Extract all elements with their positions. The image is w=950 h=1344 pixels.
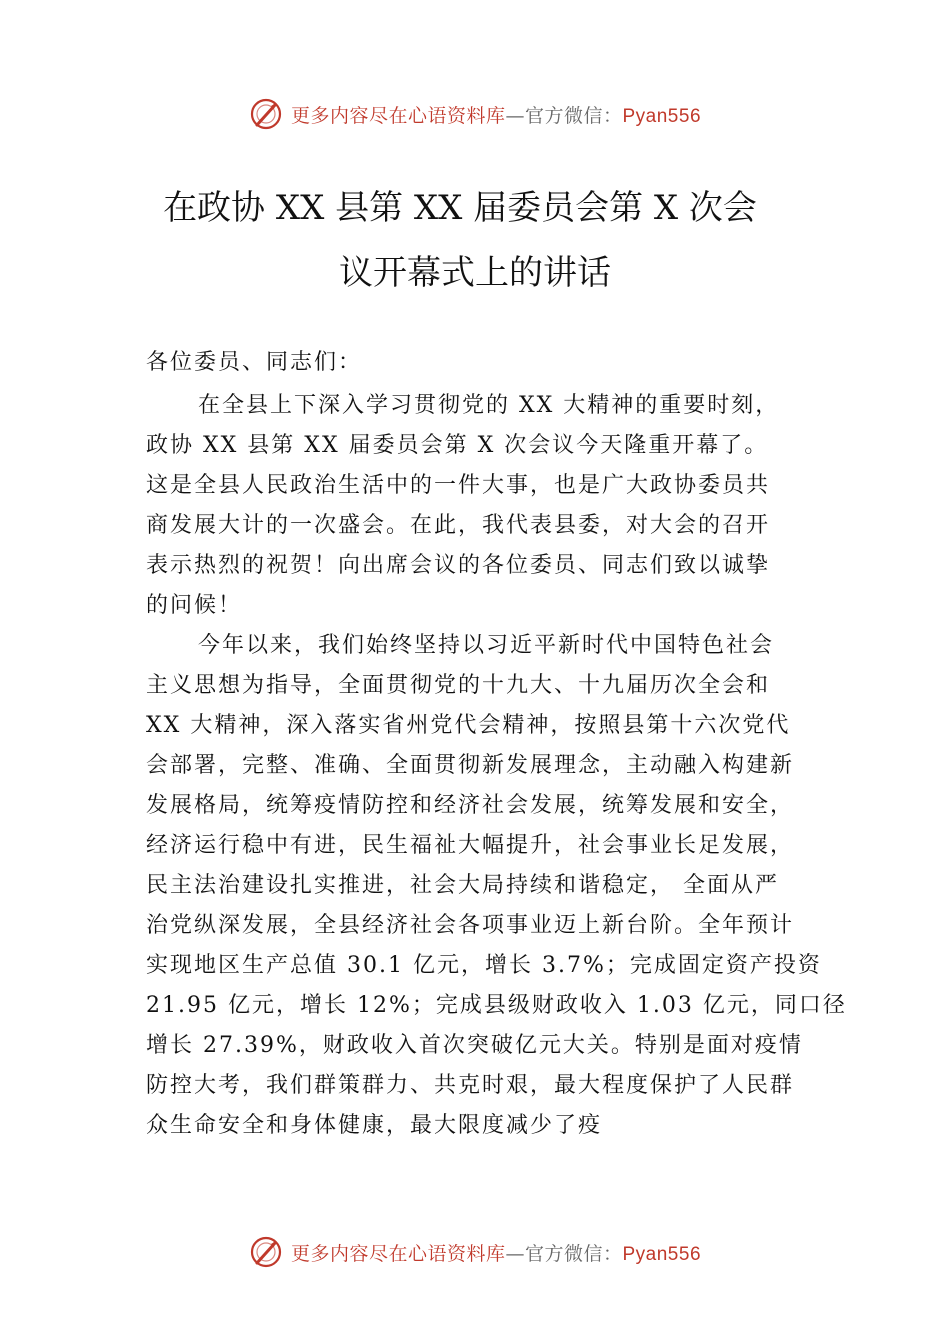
footer-banner bbox=[0, 1230, 950, 1274]
brush-logo-icon bbox=[249, 1235, 283, 1269]
paragraph-2-line: XX 大精神，深入落实省州党代会精神，按照县第十六次党代 bbox=[146, 713, 791, 738]
paragraph-2-line: 防控大考，我们群策群力、共克时艰，最大程度保护了人民群 bbox=[146, 1073, 795, 1098]
banner-text: 更多内容尽在心语资料库—官方微信：Pyan556 bbox=[290, 1242, 702, 1265]
document-title-line-1: 在政协 XX 县第 XX 届委员会第 X 次会 bbox=[163, 188, 757, 228]
paragraph-1-line: 商发展大计的一次盛会。在此，我代表县委，对大会的召开 bbox=[146, 513, 771, 538]
salutation: 各位委员、同志们： bbox=[146, 350, 363, 375]
paragraph-2-line: 增长 27.39%，财政收入首次突破亿元大关。特别是面对疫情 bbox=[146, 1033, 803, 1058]
paragraph-1-line: 在全县上下深入学习贯彻党的 XX 大精神的重要时刻， bbox=[198, 393, 780, 418]
brush-logo-icon bbox=[249, 97, 283, 131]
paragraph-1-line: 这是全县人民政治生活中的一件大事，也是广大政协委员共 bbox=[146, 473, 771, 498]
paragraph-2-line: 众生命安全和身体健康，最大限度减少了疫 bbox=[146, 1113, 603, 1138]
paragraph-2-line: 今年以来，我们始终坚持以习近平新时代中国特色社会 bbox=[198, 633, 775, 658]
paragraph-2-line: 民主法治建设扎实推进，社会大局持续和谐稳定， 全面从严 bbox=[146, 873, 779, 898]
paragraph-2-line: 发展格局，统筹疫情防控和经济社会发展，统筹发展和安全， bbox=[146, 793, 795, 818]
paragraph-2-line: 经济运行稳中有进，民生福祉大幅提升，社会事业长足发展， bbox=[146, 833, 795, 858]
paragraph-2-line: 21.95 亿元，增长 12%；完成县级财政收入 1.03 亿元，同口径 bbox=[146, 993, 847, 1018]
document-title-line-2: 议开幕式上的讲话 bbox=[339, 253, 611, 293]
header-banner bbox=[0, 92, 950, 136]
paragraph-2-line: 实现地区生产总值 30.1 亿元，增长 3.7%；完成固定资产投资 bbox=[146, 953, 822, 978]
paragraph-1-line: 表示热烈的祝贺！向出席会议的各位委员、同志们致以诚挚 bbox=[146, 553, 771, 578]
paragraph-2-line: 主义思想为指导，全面贯彻党的十九大、十九届历次全会和 bbox=[146, 673, 771, 698]
paragraph-2-line: 治党纵深发展，全县经济社会各项事业迈上新台阶。全年预计 bbox=[146, 913, 795, 938]
banner-text: 更多内容尽在心语资料库—官方微信：Pyan556 bbox=[290, 104, 702, 127]
paragraph-2-line: 会部署，完整、准确、全面贯彻新发展理念，主动融入构建新 bbox=[146, 753, 795, 778]
paragraph-1-line: 政协 XX 县第 XX 届委员会第 X 次会议今天隆重开幕了。 bbox=[146, 433, 769, 458]
paragraph-1-line: 的问候！ bbox=[146, 593, 243, 618]
